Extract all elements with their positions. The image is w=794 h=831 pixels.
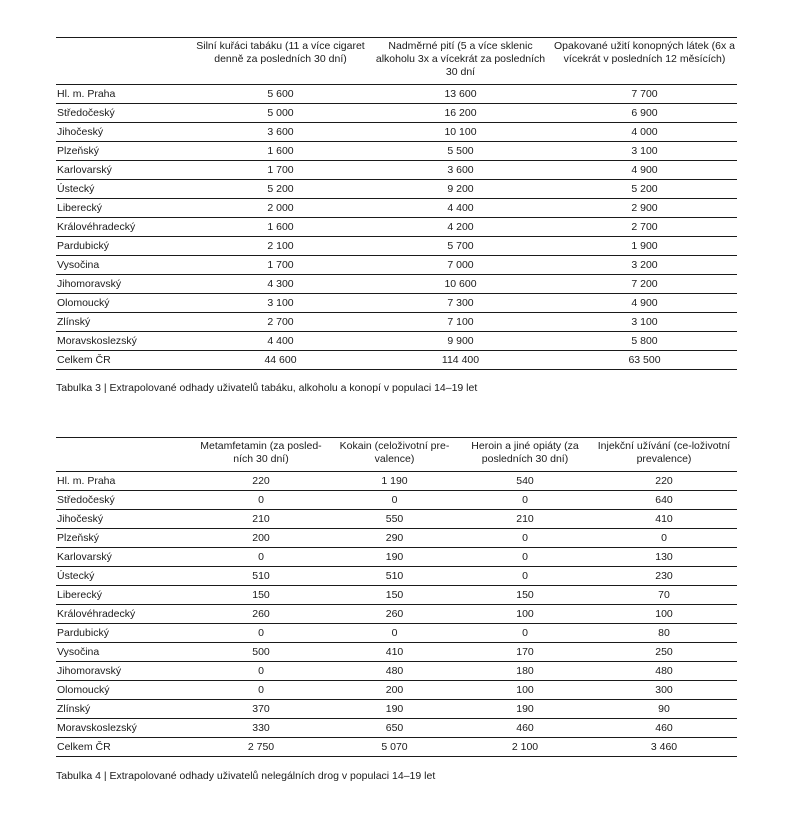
- table4-header-heroin: Heroin a jiné opiáty (za posledních 30 dní): [459, 438, 591, 472]
- value-cell: 210: [459, 510, 591, 529]
- region-cell: Moravskoslezský: [56, 719, 192, 738]
- value-cell: 1 600: [192, 218, 369, 237]
- value-cell: 90: [591, 700, 737, 719]
- value-cell: 100: [459, 681, 591, 700]
- value-cell: 200: [330, 681, 459, 700]
- region-cell: Moravskoslezský: [56, 332, 192, 351]
- table3-header-region: [56, 38, 192, 85]
- table3-total-row: [56, 351, 737, 370]
- table-row: [56, 548, 737, 567]
- value-cell: 5 800: [552, 332, 737, 351]
- table-row: [56, 237, 737, 256]
- table-row: [56, 643, 737, 662]
- table-row: [56, 510, 737, 529]
- region-cell: Zlínský: [56, 313, 192, 332]
- value-cell: 5 070: [330, 738, 459, 757]
- value-cell: 5 600: [192, 85, 369, 104]
- value-cell: 650: [330, 719, 459, 738]
- value-cell: 4 300: [192, 275, 369, 294]
- table-row: [56, 662, 737, 681]
- table-row: [56, 624, 737, 643]
- table-row: [56, 586, 737, 605]
- value-cell: 500: [192, 643, 330, 662]
- value-cell: 2 750: [192, 738, 330, 757]
- value-cell: 7 200: [552, 275, 737, 294]
- value-cell: 150: [192, 586, 330, 605]
- value-cell: 290: [330, 529, 459, 548]
- table-row: [56, 275, 737, 294]
- value-cell: 5 200: [552, 180, 737, 199]
- value-cell: 0: [192, 662, 330, 681]
- table-row: [56, 529, 737, 548]
- value-cell: 0: [192, 624, 330, 643]
- value-cell: 4 400: [192, 332, 369, 351]
- table-row: [56, 700, 737, 719]
- value-cell: 63 500: [552, 351, 737, 370]
- table-row: [56, 85, 737, 104]
- value-cell: 7 000: [369, 256, 552, 275]
- value-cell: 480: [591, 662, 737, 681]
- region-cell: Středočeský: [56, 104, 192, 123]
- value-cell: 150: [459, 586, 591, 605]
- region-cell: Jihomoravský: [56, 662, 192, 681]
- table-row: [56, 104, 737, 123]
- value-cell: 3 200: [552, 256, 737, 275]
- table-row: [56, 294, 737, 313]
- value-cell: 3 100: [552, 142, 737, 161]
- value-cell: 10 600: [369, 275, 552, 294]
- table3-caption: Tabulka 3 | Extrapolované odhady uživatelů tabáku, alkoholu a konopí v populaci 14–19 let: [56, 382, 478, 394]
- table-row: [56, 332, 737, 351]
- value-cell: 230: [591, 567, 737, 586]
- region-cell: Pardubický: [56, 624, 192, 643]
- region-cell: Celkem ČR: [56, 351, 192, 370]
- region-cell: Ústecký: [56, 567, 192, 586]
- table-row: [56, 719, 737, 738]
- value-cell: 100: [459, 605, 591, 624]
- value-cell: 0: [459, 548, 591, 567]
- value-cell: 3 100: [192, 294, 369, 313]
- region-cell: Vysočina: [56, 643, 192, 662]
- table4-body: [56, 472, 737, 757]
- value-cell: 510: [330, 567, 459, 586]
- value-cell: 3 600: [192, 123, 369, 142]
- value-cell: 220: [192, 472, 330, 491]
- value-cell: 5 500: [369, 142, 552, 161]
- value-cell: 80: [591, 624, 737, 643]
- table-row: [56, 256, 737, 275]
- table-row: [56, 180, 737, 199]
- value-cell: 1 190: [330, 472, 459, 491]
- region-cell: Plzeňský: [56, 142, 192, 161]
- value-cell: 4 900: [552, 161, 737, 180]
- value-cell: 1 700: [192, 256, 369, 275]
- value-cell: 2 000: [192, 199, 369, 218]
- value-cell: 3 460: [591, 738, 737, 757]
- value-cell: 7 700: [552, 85, 737, 104]
- value-cell: 16 200: [369, 104, 552, 123]
- table4-total-row: [56, 738, 737, 757]
- region-cell: Ústecký: [56, 180, 192, 199]
- value-cell: 460: [591, 719, 737, 738]
- value-cell: 3 600: [369, 161, 552, 180]
- table-row: [56, 491, 737, 510]
- value-cell: 13 600: [369, 85, 552, 104]
- value-cell: 0: [459, 491, 591, 510]
- value-cell: 9 900: [369, 332, 552, 351]
- value-cell: 190: [459, 700, 591, 719]
- value-cell: 3 100: [552, 313, 737, 332]
- table-row: [56, 142, 737, 161]
- value-cell: 210: [192, 510, 330, 529]
- table-3: [56, 38, 737, 370]
- region-cell: Královéhradecký: [56, 218, 192, 237]
- value-cell: 5 200: [192, 180, 369, 199]
- value-cell: 5 700: [369, 237, 552, 256]
- value-cell: 410: [330, 643, 459, 662]
- value-cell: 1 900: [552, 237, 737, 256]
- table-4: [56, 438, 737, 757]
- value-cell: 0: [192, 491, 330, 510]
- value-cell: 7 100: [369, 313, 552, 332]
- value-cell: 2 900: [552, 199, 737, 218]
- value-cell: 1 600: [192, 142, 369, 161]
- table4-header-row: [56, 438, 737, 472]
- value-cell: 0: [459, 567, 591, 586]
- value-cell: 0: [192, 548, 330, 567]
- value-cell: 190: [330, 700, 459, 719]
- value-cell: 130: [591, 548, 737, 567]
- region-cell: Karlovarský: [56, 548, 192, 567]
- value-cell: 370: [192, 700, 330, 719]
- table3-header-drinking: Nadměrné pití (5 a více sklenic alkoholu 3x a vícekrát za posledních 30 dní: [369, 38, 552, 85]
- value-cell: 4 400: [369, 199, 552, 218]
- region-cell: Jihočeský: [56, 123, 192, 142]
- value-cell: 2 700: [192, 313, 369, 332]
- table-row: [56, 605, 737, 624]
- value-cell: 180: [459, 662, 591, 681]
- region-cell: Liberecký: [56, 586, 192, 605]
- region-cell: Olomoucký: [56, 681, 192, 700]
- value-cell: 250: [591, 643, 737, 662]
- table3-header-cannabis: Opakované užití konopných látek (6x a vícekrát v posledních 12 měsících): [552, 38, 737, 85]
- value-cell: 0: [459, 624, 591, 643]
- table-row: [56, 313, 737, 332]
- value-cell: 70: [591, 586, 737, 605]
- value-cell: 0: [192, 681, 330, 700]
- value-cell: 0: [459, 529, 591, 548]
- region-cell: Zlínský: [56, 700, 192, 719]
- table-row: [56, 681, 737, 700]
- value-cell: 2 100: [192, 237, 369, 256]
- table-row: [56, 472, 737, 491]
- value-cell: 170: [459, 643, 591, 662]
- region-cell: Pardubický: [56, 237, 192, 256]
- value-cell: 410: [591, 510, 737, 529]
- value-cell: 260: [330, 605, 459, 624]
- value-cell: 300: [591, 681, 737, 700]
- value-cell: 0: [330, 491, 459, 510]
- value-cell: 2 100: [459, 738, 591, 757]
- table-row: [56, 123, 737, 142]
- value-cell: 5 000: [192, 104, 369, 123]
- value-cell: 2 700: [552, 218, 737, 237]
- value-cell: 480: [330, 662, 459, 681]
- table3-body: [56, 85, 737, 370]
- region-cell: Karlovarský: [56, 161, 192, 180]
- table-row: [56, 567, 737, 586]
- region-cell: Hl. m. Praha: [56, 472, 192, 491]
- table4-header-methamphetamine: Metamfetamin (za posled-ních 30 dní): [192, 438, 330, 472]
- value-cell: 330: [192, 719, 330, 738]
- value-cell: 1 700: [192, 161, 369, 180]
- region-cell: Hl. m. Praha: [56, 85, 192, 104]
- value-cell: 200: [192, 529, 330, 548]
- table-row: [56, 218, 737, 237]
- value-cell: 0: [330, 624, 459, 643]
- value-cell: 7 300: [369, 294, 552, 313]
- table4-header-region: [56, 438, 192, 472]
- value-cell: 100: [591, 605, 737, 624]
- value-cell: 260: [192, 605, 330, 624]
- table4-caption: Tabulka 4 | Extrapolované odhady uživatelů nelegálních drog v populaci 14–19 let: [56, 770, 436, 782]
- table3-header-smokers: Silní kuřáci tabáku (11 a více cigaret denně za posledních 30 dní): [192, 38, 369, 85]
- region-cell: Jihomoravský: [56, 275, 192, 294]
- value-cell: 220: [591, 472, 737, 491]
- value-cell: 4 900: [552, 294, 737, 313]
- value-cell: 550: [330, 510, 459, 529]
- value-cell: 9 200: [369, 180, 552, 199]
- value-cell: 150: [330, 586, 459, 605]
- value-cell: 6 900: [552, 104, 737, 123]
- value-cell: 510: [192, 567, 330, 586]
- table-row: [56, 161, 737, 180]
- value-cell: 640: [591, 491, 737, 510]
- value-cell: 460: [459, 719, 591, 738]
- value-cell: 114 400: [369, 351, 552, 370]
- table-row: [56, 199, 737, 218]
- value-cell: 4 000: [552, 123, 737, 142]
- value-cell: 540: [459, 472, 591, 491]
- region-cell: Vysočina: [56, 256, 192, 275]
- table4-header-cocaine: Kokain (celoživotní pre-valence): [330, 438, 459, 472]
- value-cell: 190: [330, 548, 459, 567]
- value-cell: 10 100: [369, 123, 552, 142]
- value-cell: 4 200: [369, 218, 552, 237]
- region-cell: Jihočeský: [56, 510, 192, 529]
- value-cell: 44 600: [192, 351, 369, 370]
- table3-header-row: [56, 38, 737, 85]
- region-cell: Celkem ČR: [56, 738, 192, 757]
- table4-header-injection: Injekční užívání (ce-loživotní prevalence): [591, 438, 737, 472]
- region-cell: Středočeský: [56, 491, 192, 510]
- region-cell: Královéhradecký: [56, 605, 192, 624]
- region-cell: Olomoucký: [56, 294, 192, 313]
- region-cell: Liberecký: [56, 199, 192, 218]
- region-cell: Plzeňský: [56, 529, 192, 548]
- value-cell: 0: [591, 529, 737, 548]
